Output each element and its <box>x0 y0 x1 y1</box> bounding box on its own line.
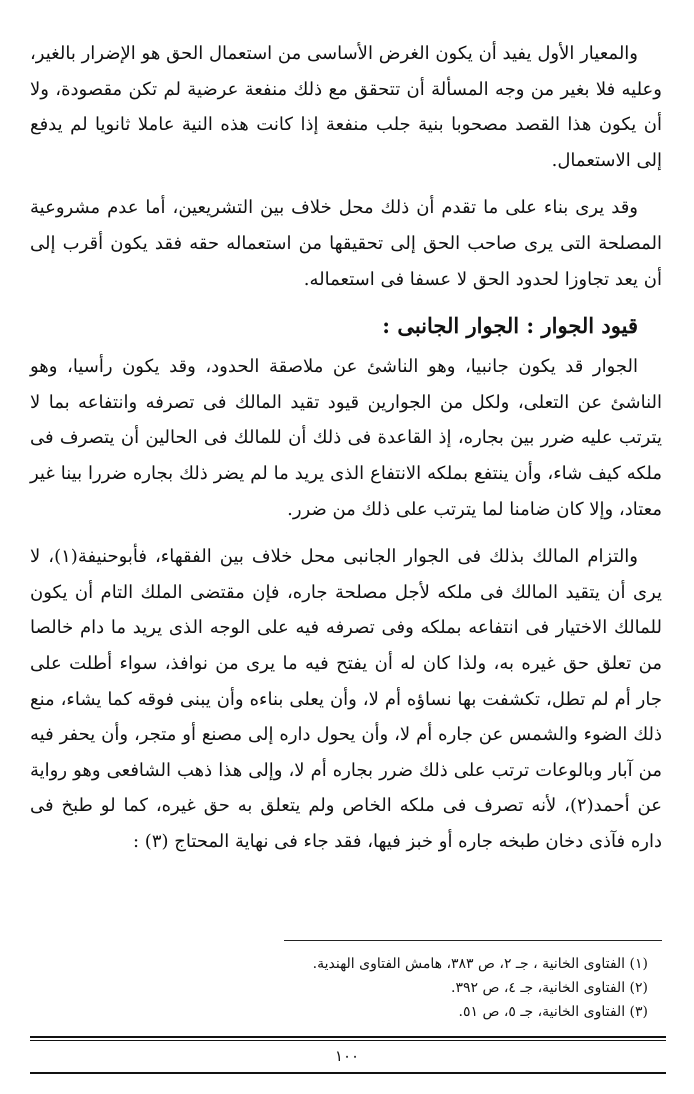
page-number: ١٠٠ <box>334 1047 360 1065</box>
bottom-rule-thin <box>30 1040 666 1041</box>
footnote-3: (٣) الفتاوى الخانية، جـ ٥، ص ٥١. <box>458 1004 648 1020</box>
footnote-2: (٢) الفتاوى الخانية، جـ ٤، ص ٣٩٢. <box>451 980 648 996</box>
footnote-1: (١) الفتاوى الخانية ، جـ ٢، ص ٣٨٣، هامش الفتاوى الهندية. <box>312 956 648 972</box>
body-text <box>30 36 662 871</box>
section-heading: قيود الجوار : الجوار الجانبى : <box>382 313 638 339</box>
footnote-separator <box>284 940 662 941</box>
paragraph-3: الجوار قد يكون جانبيا، وهو الناشئ عن ملاصقة الحدود، وقد يكون رأسيا، وهو الناشئ عن التعلى، ولكل من الجوارين قيود تقيد المالك فى تصرفه وانتفاعه بما لا يترتب عليه ضرر بين بجاره، إذ القاعدة فى ذلك أن للمالك فى الحالين أن يتصرف فى ملكه كيف شاء، وأن ينتفع بملكه الانتفاع الذى يريد ما لم يضر ذلك بجاره ضررا بينا غير معتاد، وإلا كان ضامنا لما يترتب على ذلك من ضرر. <box>30 356 662 520</box>
footnotes <box>30 952 662 1024</box>
paragraph-4: والتزام المالك بذلك فى الجوار الجانبى محل خلاف بين الفقهاء، فأبوحنيفة(١)، لا يرى أن يتقيد المالك فى ملكه لأجل مصلحة جاره، فإن مقتضى الملك التام أن يكون للمالك الاختيار فى انتفاعه بملكه وفى تصرفه فيه على الوجه الذى يريد ما دام خالصا من تعلق حق غيره به، ولذا كان له أن يفتح فيه ما يرى من نوافذ، سواء أطلت على جار أم لم تطل، تكشفت بها نساؤه أم لا، وأن يعلى بناءه وأن يبنى فوقه كما يشاء، منع ذلك الضوء والشمس عن جاره أم لا، وأن يحول داره إلى مصنع أو متجر، وأن يحفر فيه من آبار وبالوعات ترتب على ذلك ضرر بجاره أم لا، وإلى هذا ذهب الشافعى وهو رواية عن أحمد(٢)، لأنه تصرف فى ملكه الخاص ولم يتعلق به حق غيره، كما لو طبخ فى داره فآذى دخان طبخه جاره أو خبز فيها، فقد جاء فى نهاية المحتاج (٣) : <box>30 546 663 852</box>
paragraph-2: وقد يرى بناء على ما تقدم أن ذلك محل خلاف بين التشريعين، أما عدم مشروعية المصلحة التى يرى صاحب الحق إلى تحقيقها من استعماله حقه فقد يكون أقرب إلى أن يعد تجاوزا لحدود الحق لا عسفا فى استعماله. <box>30 197 662 290</box>
bottom-rule-thick <box>30 1036 666 1038</box>
paragraph-1: والمعيار الأول يفيد أن يكون الغرض الأساسى من استعمال الحق هو الإضرار بالغير، وعليه فلا بغير من وجه المسألة أن تتحقق مع ذلك منفعة عرضية لم تكن مقصودة، ولا أن يكون هذا القصد مصحوبا بنية جلب منفعة إذا كانت هذه النية عاملا ثانويا لم يدفع إلى الاستعمال. <box>30 43 662 171</box>
page-bottom-rule <box>30 1072 666 1074</box>
